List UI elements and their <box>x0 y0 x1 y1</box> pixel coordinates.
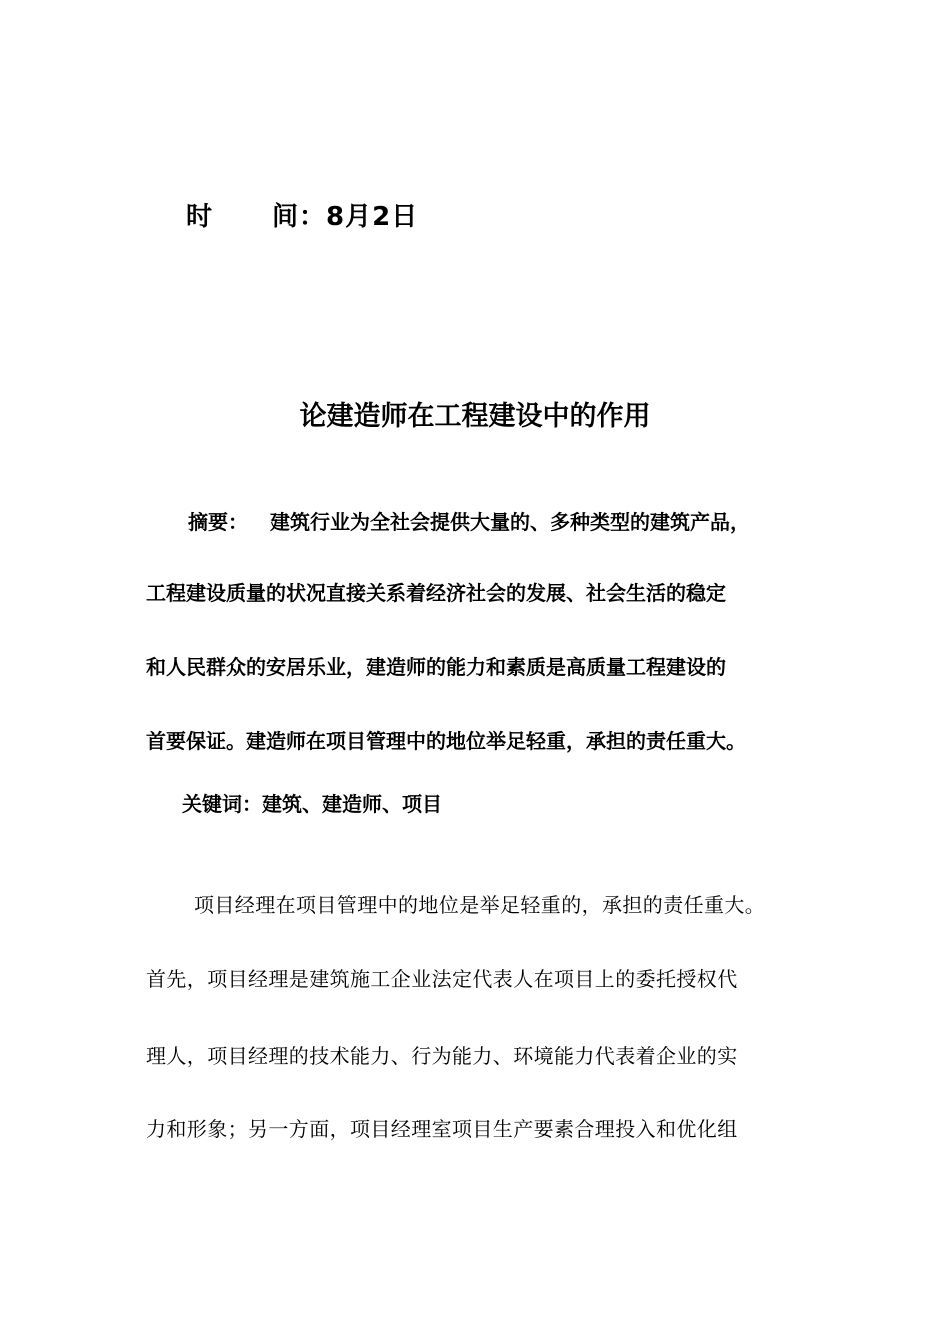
document-title: 论建造师在工程建设中的作用 <box>299 401 651 432</box>
keywords-line <box>182 788 442 817</box>
abstract-line-1 <box>188 506 750 535</box>
body-line-4: 力和形象；另一方面，项目经理室项目生产要素合理投入和优化组 <box>146 1117 738 1141</box>
date-line <box>186 196 418 233</box>
abstract-text-1: 建筑行业为全社会提供大量的、多种类型的建筑产品， <box>270 510 750 534</box>
body-line-3: 理人，项目经理的技术能力、行为能力、环境能力代表着企业的实 <box>146 1044 738 1068</box>
date-label-char-2: 间： <box>272 202 327 232</box>
abstract-label: 摘要： <box>188 510 248 534</box>
keywords-value: 建筑、建造师、项目 <box>262 792 442 816</box>
keywords-label: 关键词： <box>182 792 262 816</box>
body-line-2: 首先，项目经理是建筑施工企业法定代表人在项目上的委托授权代 <box>146 967 738 991</box>
abstract-line-4: 首要保证。建造师在项目管理中的地位举足轻重，承担的责任重大。 <box>146 729 746 753</box>
abstract-line-3: 和人民群众的安居乐业，建造师的能力和素质是高质量工程建设的 <box>146 655 726 679</box>
date-label-char-1: 时 <box>186 202 214 232</box>
abstract-line-2: 工程建设质量的状况直接关系着经济社会的发展、社会生活的稳定 <box>146 581 726 605</box>
body-line-1: 项目经理在项目管理中的地位是举足轻重的，承担的责任重大。 <box>194 893 766 917</box>
date-value: 8月2日 <box>326 202 419 232</box>
